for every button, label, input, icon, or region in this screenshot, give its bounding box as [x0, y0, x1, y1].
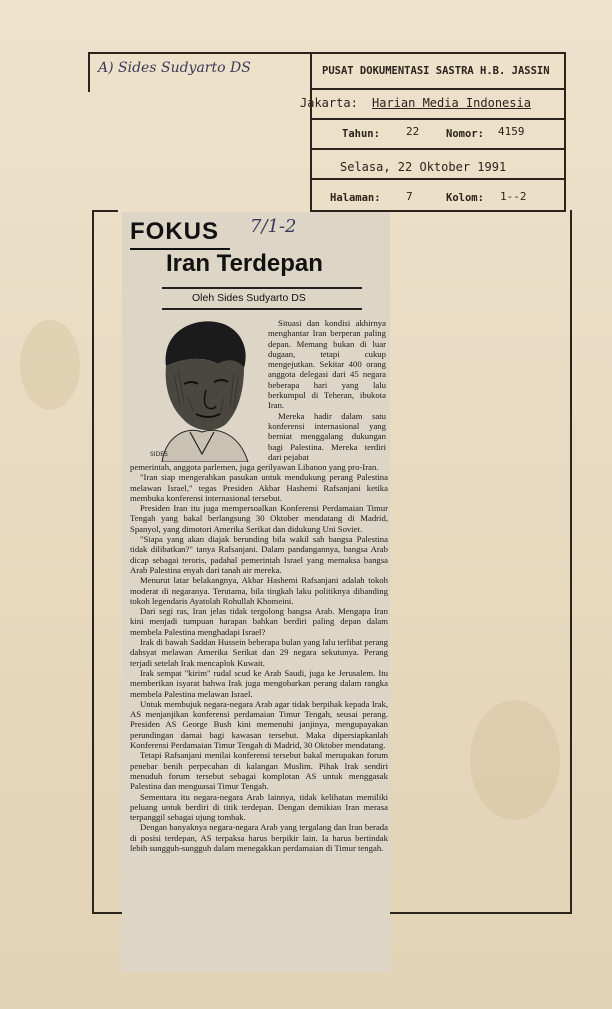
paragraph: Untuk membujuk negara-negara Arab agar tidak berpihak kepada Irak, AS menjanjikan konferensi perdamaian Timur Tengah, seusai perang. Presiden AS George Bush kini memenuhi janjinya, mengupayakan perundingan damai bagi kawasan tersebut. Maka dipersiapkanlah Konferensi Perdamaian Timur Tengah di Madrid, 30 Oktober mendatang. — [130, 698, 388, 751]
city-label: Jakarta: — [300, 96, 358, 110]
paragraph: Menurut latar belakangnya, Akbar Hashemi Rafsanjani adalah tokoh moderat di negaranya. Terutama, bila tingkah laku politiknya dibanding tokoh legendaris Ayatolah Rohullah Khomeini. — [130, 575, 388, 606]
portrait-caption: SIDES — [150, 451, 168, 458]
article-title: Iran Terdepan — [166, 250, 323, 277]
paragraph: "Siapa yang akan diajak berunding bila wakil sah bangsa Palestina tidak dilibatkan?" tanya Rafsanjani. Dalam pandangannya, bangsa Arab dicap sebagai teroris, padahal pemerintah Israel yang memaksa bangsa Arab Palestina enyah dari tanah air mereka. — [130, 534, 388, 575]
byline-rule-bottom — [162, 308, 362, 310]
article-body — [130, 462, 388, 853]
number-label: Nomor: — [446, 128, 484, 140]
handwritten-note: 7/1-2 — [250, 216, 297, 237]
newspaper-name: Harian Media Indonesia — [372, 96, 531, 110]
paragraph: pemerintah, anggota parlemen, juga gerilyawan Libanon yang pro-Iran. — [130, 462, 379, 472]
article-column-1 — [268, 318, 386, 462]
column-value: 1--2 — [500, 190, 527, 203]
paragraph: Irak di bawah Saddan Hussein beberapa bulan yang lalu terlibat perang dahsyat melawan Amerika Serikat dan 29 negara sekutunya. Perang terjadi setelah Irak mencaplok Kuwait. — [130, 637, 388, 668]
byline-rule-top — [162, 287, 362, 289]
publication-date: Selasa, 22 Oktober 1991 — [340, 160, 507, 174]
number-value: 4159 — [498, 125, 525, 138]
documentation-header — [88, 52, 566, 212]
paragraph: Presiden Iran itu juga mempersoalkan Konferensi Perdamaian Timur Tengah yang bakal berlangsung 30 Oktober mendatang di Madrid, Spanyol, yang dimotori Amerika Serikat dan didukung Uni Soviet. — [130, 503, 388, 534]
paragraph: Irak sempat "kirim" rudal scud ke Arab Saudi, juga ke Jerusalem. Itu memberikan isyarat bahwa Irak juga mengobarkan perang dalam rangka membela Palestina melawan Israel. — [130, 667, 388, 699]
paragraph: Sementara itu negara-negara Arab lainnya, tidak kelihatan memiliki peluang untuk berdiri di titik terdepan. Dengan demikian Iran merasa terpanggil sebagai ujung tombak. — [130, 791, 388, 823]
paragraph: Situasi dan kondisi akhirnya menghantar Iran berperan paling depan. Memang bukan di luar dugaan, tetapi cukup mengejutkan. Sekitar 400 orang anggota delegasi dari 45 negara beberapa hari yang lalu berkumpul di Teheran, ibukota Iran. — [268, 318, 386, 411]
article-byline: Oleh Sides Sudyarto DS — [192, 292, 306, 304]
column-label: Kolom: — [446, 192, 484, 204]
paragraph: Dari segi ras, Iran jelas tidak tergolong bangsa Arab. Mengapa Iran kini menjadi tumpuan harapan bahkan berdiri paling depan dalam membela Palestina menghadapi Israel? — [130, 606, 388, 637]
author-portrait — [144, 314, 254, 462]
paper-stain — [20, 320, 80, 410]
page-value: 7 — [406, 190, 413, 203]
institution-name: PUSAT DOKUMENTASI SASTRA H.B. JASSIN — [322, 65, 550, 77]
paragraph: "Iran siap mengerahkan pasukan untuk mendukung perang Palestina melawan Israel," tegas Presiden Akbar Hashemi Rafsanjani ketika membuka konferensi internasional tersebut. — [130, 472, 388, 503]
section-label: FOKUS — [130, 218, 219, 245]
page-label: Halaman: — [330, 192, 381, 204]
year-label: Tahun: — [342, 128, 380, 140]
paragraph: Tetapi Rafsanjani menilai konferensi tersebut bakal merupakan forum penebar benih perpecahan di kalangan Muslim. Pihak Irak sendiri menuduh forum tersebut sebagai komplotan AS untuk menggasak Palestina dan menguasai Timur Tengah. — [130, 750, 388, 792]
newspaper-clipping — [122, 212, 390, 972]
year-value: 22 — [406, 125, 420, 138]
paragraph: Mereka hadir dalam satu konferensi internasional yang berniat menggalang dukungan bagi Palestina. Mereka terdiri dari pejabat — [268, 410, 386, 462]
paragraph: Dengan banyaknya negara-negara Arab yang tergalang dan Iran berada di posisi terdepan, AS terpaksa harus berpikir lain. Ia harus bertindak lebih sungguh-sungguh dalam menegakkan perdamaian di Timur tengah. — [130, 822, 388, 853]
signature-note: A) Sides Sudyarto DS — [98, 60, 251, 76]
